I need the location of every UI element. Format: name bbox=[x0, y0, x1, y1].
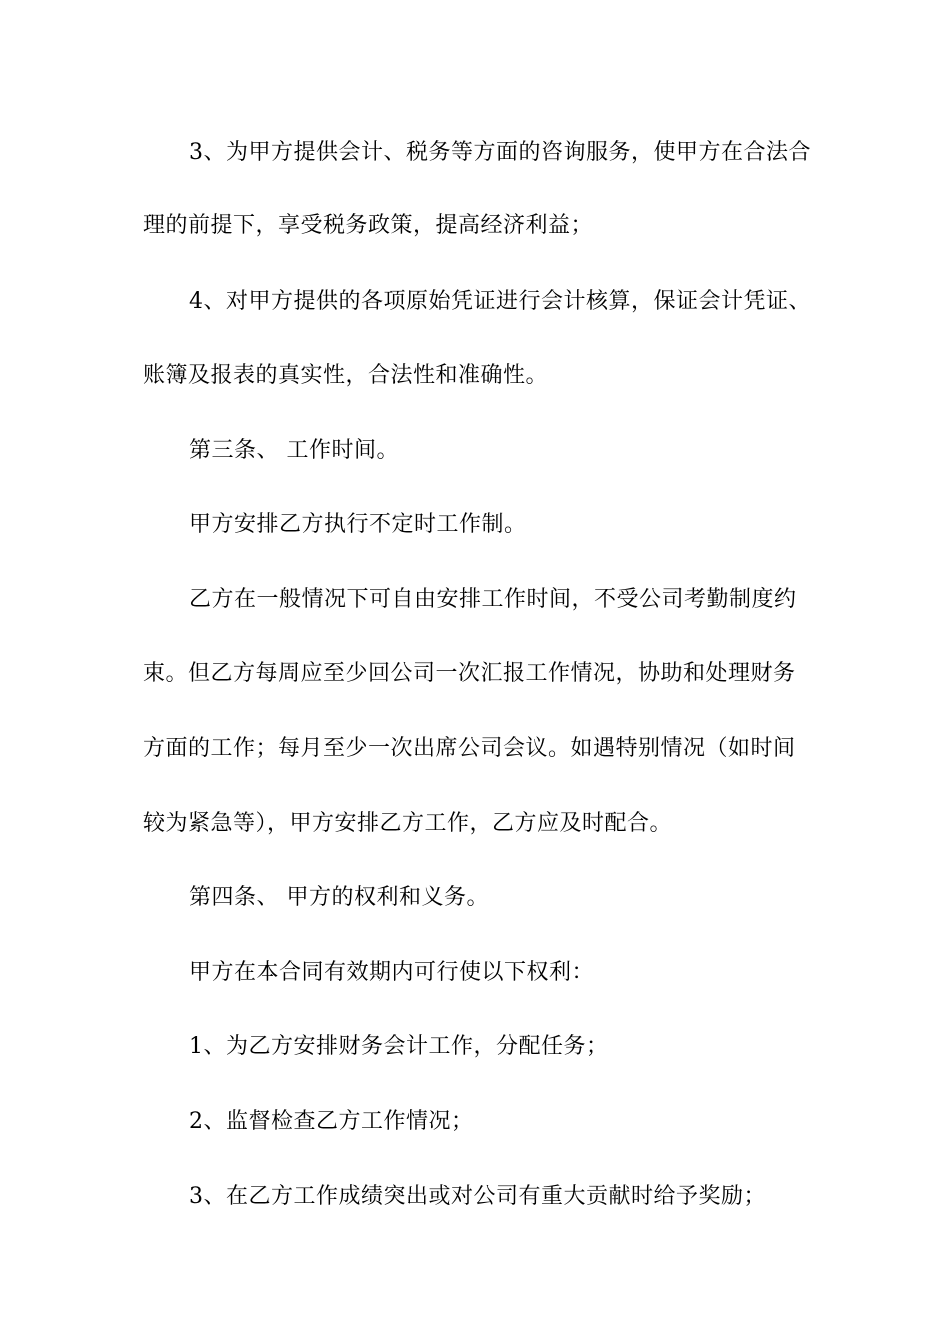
clause-4-item-2: 2、监督检查乙方工作情况； bbox=[189, 1109, 474, 1134]
clause-3-paragraph-1: 甲方安排乙方执行不定时工作制。 bbox=[189, 512, 527, 537]
clause-2-item-4-line-2: 账簿及报表的真实性，合法性和准确性。 bbox=[143, 363, 549, 388]
clause-3-paragraph-2-line-4: 较为紧急等），甲方安排乙方工作，乙方应及时配合。 bbox=[143, 811, 673, 836]
clause-3-heading: 第三条、 工作时间。 bbox=[189, 438, 399, 463]
clause-3-paragraph-2-line-2: 束。但乙方每周应至少回公司一次汇报工作情况，协助和处理财务 bbox=[143, 661, 796, 686]
clause-2-item-3-line-1: 3、为甲方提供会计、税务等方面的咨询服务，使甲方在合法合 bbox=[189, 140, 811, 165]
clause-4-item-3: 3、在乙方工作成绩突出或对公司有重大贡献时给予奖励； bbox=[189, 1184, 766, 1209]
clause-3-paragraph-2-line-1: 乙方在一般情况下可自由安排工作时间，不受公司考勤制度约 bbox=[189, 587, 797, 612]
clause-4-heading: 第四条、 甲方的权利和义务。 bbox=[189, 885, 489, 910]
clause-2-item-3-line-2: 理的前提下，享受税务政策，提高经济利益； bbox=[143, 213, 594, 238]
clause-4-intro: 甲方在本合同有效期内可行使以下权利： bbox=[189, 960, 595, 985]
clause-4-item-1: 1、为乙方安排财务会计工作，分配任务； bbox=[189, 1034, 609, 1059]
clause-3-paragraph-2-line-3: 方面的工作；每月至少一次出席公司会议。如遇特别情况（如时间 bbox=[143, 736, 796, 761]
clause-2-item-4-line-1: 4、对甲方提供的各项原始凭证进行会计核算，保证会计凭证、 bbox=[189, 289, 811, 314]
